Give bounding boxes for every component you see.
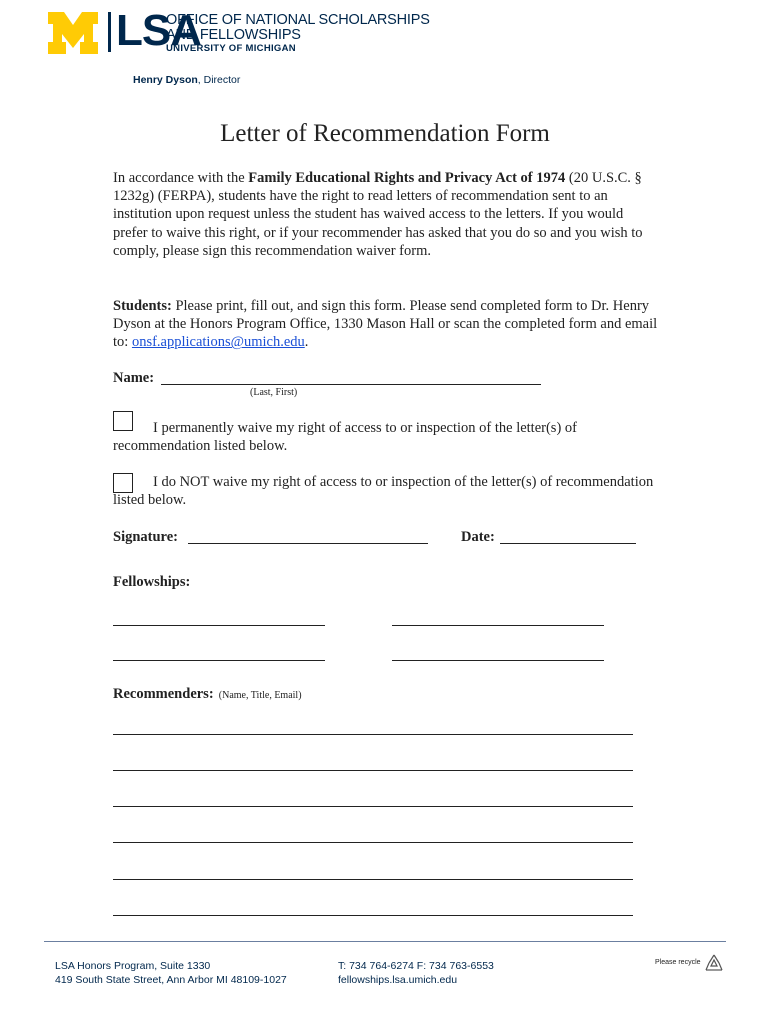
recommender-field-3[interactable]: [113, 806, 633, 807]
recommender-field-1[interactable]: [113, 734, 633, 735]
ferpa-paragraph: [113, 169, 658, 260]
students-period: .: [304, 334, 309, 351]
footer-divider: [44, 941, 726, 942]
footer-contact: [338, 959, 494, 987]
ferpa-act-name: Family Educational Rights and Privacy Act of 1974: [248, 170, 566, 186]
director-name: Henry Dyson: [133, 74, 198, 86]
fellowship-field-3[interactable]: [113, 660, 325, 661]
students-text: Please print, fill out, and sign this form. Please send completed form to Dr. Henry Dyson at the Honors Program Office, 1330 Mason Hall or scan the completed form and email to:: [113, 298, 658, 351]
waive-text: I permanently waive my right of access to or inspection of the letter(s) of recommendation listed below.: [113, 420, 577, 455]
name-field[interactable]: [161, 384, 541, 385]
name-hint: (Last, First): [250, 387, 298, 398]
michigan-block-m-logo: [48, 12, 98, 54]
email-link[interactable]: onsf.applications@umich.edu: [131, 334, 305, 351]
recommender-field-5[interactable]: [113, 879, 633, 880]
fellowship-field-2[interactable]: [392, 625, 604, 626]
director-line: [133, 74, 240, 86]
page-title: Letter of Recommendation Form: [220, 120, 550, 147]
date-field[interactable]: [500, 543, 636, 544]
recommender-field-2[interactable]: [113, 770, 633, 771]
footer-phone: T: 734 764-6274 F: 734 763-6553: [338, 960, 494, 972]
intro-text-2: (20 U.S.C. § 1232g) (FERPA), students have the right to read letters of recommendation sent to an institution upon request unless the student has waived access to the letters. If you would prefer to waive this right, or if your recommender has asked that you do so and you wish to comply, please sign this recommendation waiver form.: [113, 170, 643, 259]
office-name-line2: AND FELLOWSHIPS: [166, 27, 301, 43]
nowaive-text: I do NOT waive my right of access to or inspection of the letter(s) of recommendation listed below.: [113, 474, 654, 509]
recommenders-heading: [113, 683, 302, 703]
signature-field[interactable]: [188, 543, 428, 544]
footer-address-line2: 419 South State Street, Ann Arbor MI 48109-1027: [55, 974, 287, 986]
recommender-field-6[interactable]: [113, 915, 633, 916]
fellowship-field-4[interactable]: [392, 660, 604, 661]
footer-website: fellowships.lsa.umich.edu: [338, 974, 458, 986]
date-label: Date:: [461, 529, 495, 545]
logo-divider: [108, 12, 111, 52]
office-name-line1: OFFICE OF NATIONAL SCHOLARSHIPS: [166, 12, 430, 28]
footer-address: [55, 959, 287, 987]
students-label: Students:: [113, 298, 172, 314]
lsa-logo-text: LSA: [116, 6, 201, 55]
recycle-note: Please recycle: [655, 959, 701, 966]
footer-address-line1: LSA Honors Program, Suite 1330: [55, 960, 211, 972]
name-label: Name:: [113, 370, 155, 386]
recommenders-hint: (Name, Title, Email): [218, 690, 302, 701]
fellowship-field-1[interactable]: [113, 625, 325, 626]
university-name: UNIVERSITY OF MICHIGAN: [166, 43, 296, 54]
recommender-field-4[interactable]: [113, 842, 633, 843]
recycle-icon: [702, 952, 726, 976]
fellowships-label: Fellowships:: [113, 574, 191, 590]
office-name: [166, 13, 430, 43]
intro-text-1: In accordance with the: [113, 170, 249, 186]
recommenders-label: Recommenders:: [113, 686, 214, 702]
signature-label: Signature:: [113, 529, 178, 545]
director-title: , Director: [197, 74, 241, 86]
students-paragraph: [113, 297, 658, 352]
